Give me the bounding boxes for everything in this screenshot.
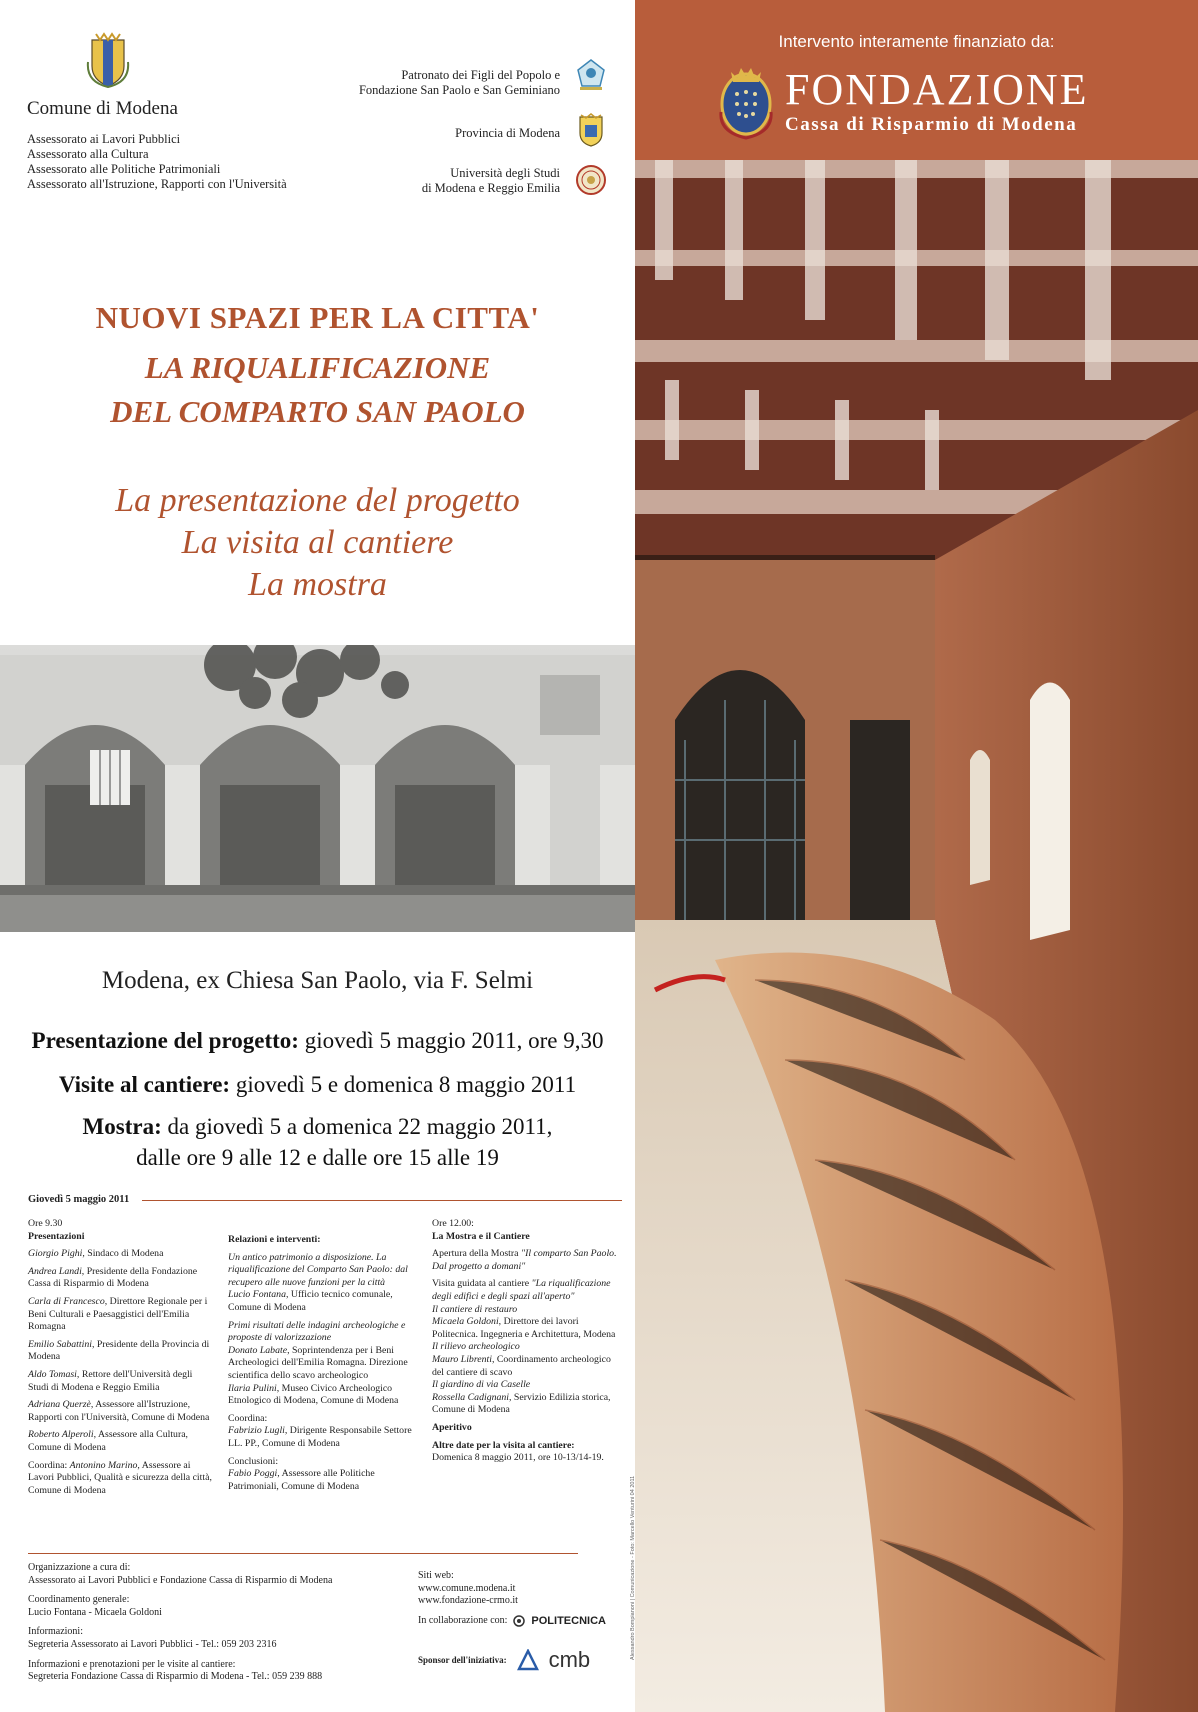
cmb-logo-text: cmb: [548, 1647, 591, 1673]
assessorati-list: [27, 132, 287, 192]
mostra-label: Mostra:: [82, 1114, 162, 1139]
presentazione-label: Presentazione del progetto:: [31, 1028, 299, 1053]
universita-text: [422, 166, 560, 196]
speaker-role: , Direttore Regionale per i Beni Culturali e Paesaggistici dell'Emilia Romagna: [28, 1295, 208, 1333]
comune-name: Comune di Modena: [27, 98, 178, 119]
patronato-logo-icon: [576, 58, 606, 92]
divider: [28, 1553, 578, 1554]
giardino-role: , Servizio Edilizia storica, Comune di Modena: [432, 1391, 611, 1416]
speaker-item: [28, 1339, 213, 1364]
coordina-role: , Dirigente Responsabile Settore LL. PP., Comune di Modena: [228, 1425, 412, 1449]
speaker-item: [28, 1369, 213, 1394]
talk-speaker: Ilaria Pulini: [228, 1382, 277, 1394]
talk-role: , Ufficio tecnico comunale, Comune di Modena: [228, 1289, 393, 1313]
presentazione-line: [0, 1028, 635, 1054]
presentazione-value: giovedì 5 maggio 2011, ore 9,30: [298, 1028, 604, 1053]
cloister-photo: [0, 645, 635, 932]
photo-credit: Alessandro Bompianoni | Comunicazione - Foto: Marcello Venturini 04 2011: [630, 1475, 636, 1660]
restauro-title: Il cantiere di restauro: [432, 1303, 518, 1315]
coordina-label: Coordina:: [28, 1459, 70, 1471]
patronato-line: Patronato dei Figli del Popolo e: [401, 68, 560, 82]
mostra-title: "Il comparto San Paolo. Dal progetto a domani": [432, 1248, 617, 1272]
programme-col-2: [228, 1234, 418, 1498]
assessorato-item: Assessorato ai Lavori Pubblici: [27, 132, 181, 146]
speaker-role: , Assessore alla Cultura, Comune di Modena: [28, 1429, 189, 1453]
programme-col-1: [28, 1218, 213, 1502]
universita-line: di Modena e Reggio Emilia: [421, 181, 560, 195]
patronato-line: Fondazione San Paolo e San Geminiano: [358, 83, 560, 97]
speaker-item: [28, 1429, 213, 1454]
patronato-text: [359, 68, 560, 98]
comune-crest-icon: [86, 32, 130, 88]
talk-item: [228, 1320, 418, 1408]
prenotazioni-value: Segreteria Fondazione Cassa di Risparmio di Modena - Tel.: 059 239 888: [28, 1671, 323, 1683]
right-panel: [635, 0, 1198, 1712]
speaker-item: [28, 1266, 213, 1291]
assessorato-item: Assessorato alle Politiche Patrimoniali: [27, 162, 221, 176]
title-italic-2: La visita al cantiere: [181, 524, 454, 561]
giardino-title: Il giardino di via Caselle: [432, 1379, 531, 1391]
conclusioni-name: Fabio Poggi: [228, 1468, 278, 1480]
coordina-item: [228, 1413, 418, 1451]
programme-date: Giovedì 5 maggio 2011: [28, 1194, 130, 1205]
fondazione-name: FONDAZIONE: [785, 65, 1089, 114]
speaker-name: Andrea Landi: [28, 1265, 82, 1277]
coordina-label: Coordina:: [228, 1412, 268, 1424]
provincia-crest-icon: [576, 113, 606, 147]
speaker-item: [28, 1296, 213, 1334]
divider: [142, 1200, 622, 1201]
org-label: Organizzazione a cura di:: [28, 1562, 131, 1573]
coordina-role: , Assessore ai Lavori Pubblici, Qualità e sicurezza della città, Comune di Modena: [28, 1459, 212, 1496]
speaker-role: , Presidente della Fondazione Cassa di Risparmio di Modena: [28, 1265, 198, 1290]
politecnica-logo-text: POLITECNICA: [531, 1614, 606, 1627]
speaker-role: , Assessore all'Istruzione, Rapporti con l'Università, Comune di Modena: [28, 1399, 210, 1423]
col1-time: Ore 9.30: [28, 1218, 63, 1229]
footer-info: [28, 1562, 388, 1691]
conclusioni-item: [228, 1456, 418, 1494]
talk-speaker: Donato Labate: [228, 1344, 288, 1356]
speaker-role: , Presidente della Provincia di Modena: [28, 1338, 210, 1363]
siti-label: Siti web:: [418, 1570, 454, 1581]
speaker-item: [28, 1248, 213, 1261]
siti-link-fondazione[interactable]: www.fondazione-crmo.it: [418, 1595, 518, 1607]
coordina-name: Antonino Marino: [69, 1459, 138, 1471]
title-italic-1: La presentazione del progetto: [115, 482, 520, 519]
assessorato-item: Assessorato all'Istruzione, Rapporti con l'Università: [27, 177, 287, 191]
site-photo: [635, 160, 1198, 1712]
title-italic-3: La mostra: [248, 566, 387, 603]
visita-item: [432, 1278, 622, 1417]
talk-title: Un antico patrimonio a disposizione. La riqualificazione del Comparto San Paolo: dal recupero alle nuove funzioni per la città: [228, 1251, 408, 1288]
coord-label: Coordinamento generale:: [28, 1594, 130, 1606]
talk-speaker: Lucio Fontana: [228, 1289, 286, 1301]
visite-line: [0, 1072, 635, 1098]
mostra-item: [432, 1248, 622, 1273]
coordina-name: Fabrizio Lugli: [228, 1425, 285, 1437]
fondazione-crest-icon: [717, 62, 775, 140]
coord-value: Lucio Fontana - Micaela Goldoni: [28, 1606, 162, 1618]
org-value: Assessorato ai Lavori Pubblici e Fondazione Cassa di Risparmio di Modena: [28, 1574, 333, 1586]
conclusioni-label: Conclusioni:: [228, 1455, 279, 1467]
speaker-name: Giorgio Pighi: [28, 1248, 83, 1260]
speaker-name: Adriana Querzè: [28, 1399, 91, 1411]
mostra-value: da giovedì 5 a domenica 22 maggio 2011,: [161, 1114, 553, 1139]
fondazione-subtitle: Cassa di Risparmio di Modena: [785, 114, 1078, 135]
altre-date-value: Domenica 8 maggio 2011, ore 10-13/14-19.: [432, 1452, 604, 1464]
politecnica-logo-icon: [513, 1615, 525, 1627]
title-sub-1: LA RIQUALIFICAZIONE: [144, 350, 491, 385]
visita-text: Visita guidata al cantiere: [432, 1278, 532, 1290]
speaker-item: [28, 1399, 213, 1424]
restauro-role: , Direttore dei lavori Politecnica. Ingegneria e Architettura, Modena: [432, 1316, 616, 1340]
talk-title: Primi risultati delle indagini archeologiche e proposte di valorizzazione: [228, 1319, 406, 1344]
assessorato-item: Assessorato alla Cultura: [27, 147, 149, 161]
sponsor-label: Sponsor dell'iniziativa:: [418, 1655, 507, 1666]
siti-link-comune[interactable]: www.comune.modena.it: [418, 1582, 516, 1594]
visita-title: "La riqualificazione degli edifici e degli spazi all'aperto": [432, 1278, 611, 1302]
aperitivo-label: Aperitivo: [432, 1421, 472, 1433]
info-label: Informazioni:: [28, 1626, 83, 1638]
conclusioni-role: , Assessore alle Politiche Patrimoniali, Comune di Modena: [228, 1468, 375, 1492]
prenotazioni-label: Informazioni e prenotazioni per le visite al cantiere:: [28, 1658, 236, 1670]
col3-heading: La Mostra e il Cantiere: [432, 1230, 530, 1242]
event-location: Modena, ex Chiesa San Paolo, via F. Selmi: [101, 967, 534, 994]
rilievo-name: Mauro Librenti: [432, 1353, 492, 1365]
rilievo-title: Il rilievo archeologico: [432, 1341, 520, 1353]
speaker-name: Roberto Alperoli: [28, 1429, 94, 1441]
visite-label: Visite al cantiere:: [58, 1072, 231, 1097]
col2-heading: Relazioni e interventi:: [228, 1234, 321, 1245]
speaker-name: Carla di Francesco: [28, 1295, 105, 1307]
mostra-line: [0, 1114, 635, 1140]
funding-intro: Intervento interamente finanziato da:: [778, 32, 1055, 51]
mostra-text: Apertura della Mostra: [432, 1248, 521, 1260]
footer-links: [418, 1570, 628, 1671]
collab-label: In collaborazione con:: [418, 1614, 508, 1626]
visite-value: giovedì 5 e domenica 8 maggio 2011: [230, 1072, 577, 1097]
restauro-name: Micaela Goldoni: [432, 1316, 499, 1328]
talk-role: , Soprintendenza per i Beni Archeologici dell'Emilia Romagna. Direzione scientifica dello scavo archeologico: [228, 1344, 408, 1381]
title-main: NUOVI SPAZI PER LA CITTA': [95, 300, 540, 335]
giardino-name: Rossella Cadignani: [432, 1391, 510, 1403]
rilievo-role: , Coordinamento archeologico del cantiere di scavo: [432, 1353, 611, 1378]
cmb-logo-icon: [517, 1649, 539, 1671]
programme-col-3: [432, 1218, 622, 1470]
universita-line: Università degli Studi: [450, 166, 560, 180]
provincia-text: Provincia di Modena: [455, 126, 560, 140]
altre-date-item: [432, 1440, 622, 1465]
mostra-hours: dalle ore 9 alle 12 e dalle ore 15 alle 19: [136, 1145, 499, 1170]
speaker-role: , Rettore dell'Università degli Studi di Modena e Reggio Emilia: [28, 1368, 193, 1393]
col3-time: Ore 12.00:: [432, 1218, 474, 1229]
universita-seal-icon: [576, 163, 606, 197]
altre-date-label: Altre date per la visita al cantiere:: [432, 1439, 575, 1451]
speaker-role: , Sindaco di Modena: [82, 1248, 164, 1260]
title-sub-2: DEL COMPARTO SAN PAOLO: [110, 394, 525, 429]
info-value: Segreteria Assessorato ai Lavori Pubblici - Tel.: 059 203 2316: [28, 1638, 277, 1650]
coordina-item: [28, 1460, 213, 1498]
talk-item: [228, 1252, 418, 1315]
speaker-name: Aldo Tomasi: [28, 1368, 77, 1380]
speaker-name: Emilio Sabattini: [28, 1338, 92, 1350]
col1-heading: Presentazioni: [28, 1230, 85, 1242]
talk-role: , Museo Civico Archeologico Etnologico di Modena, Comune di Modena: [228, 1382, 399, 1407]
